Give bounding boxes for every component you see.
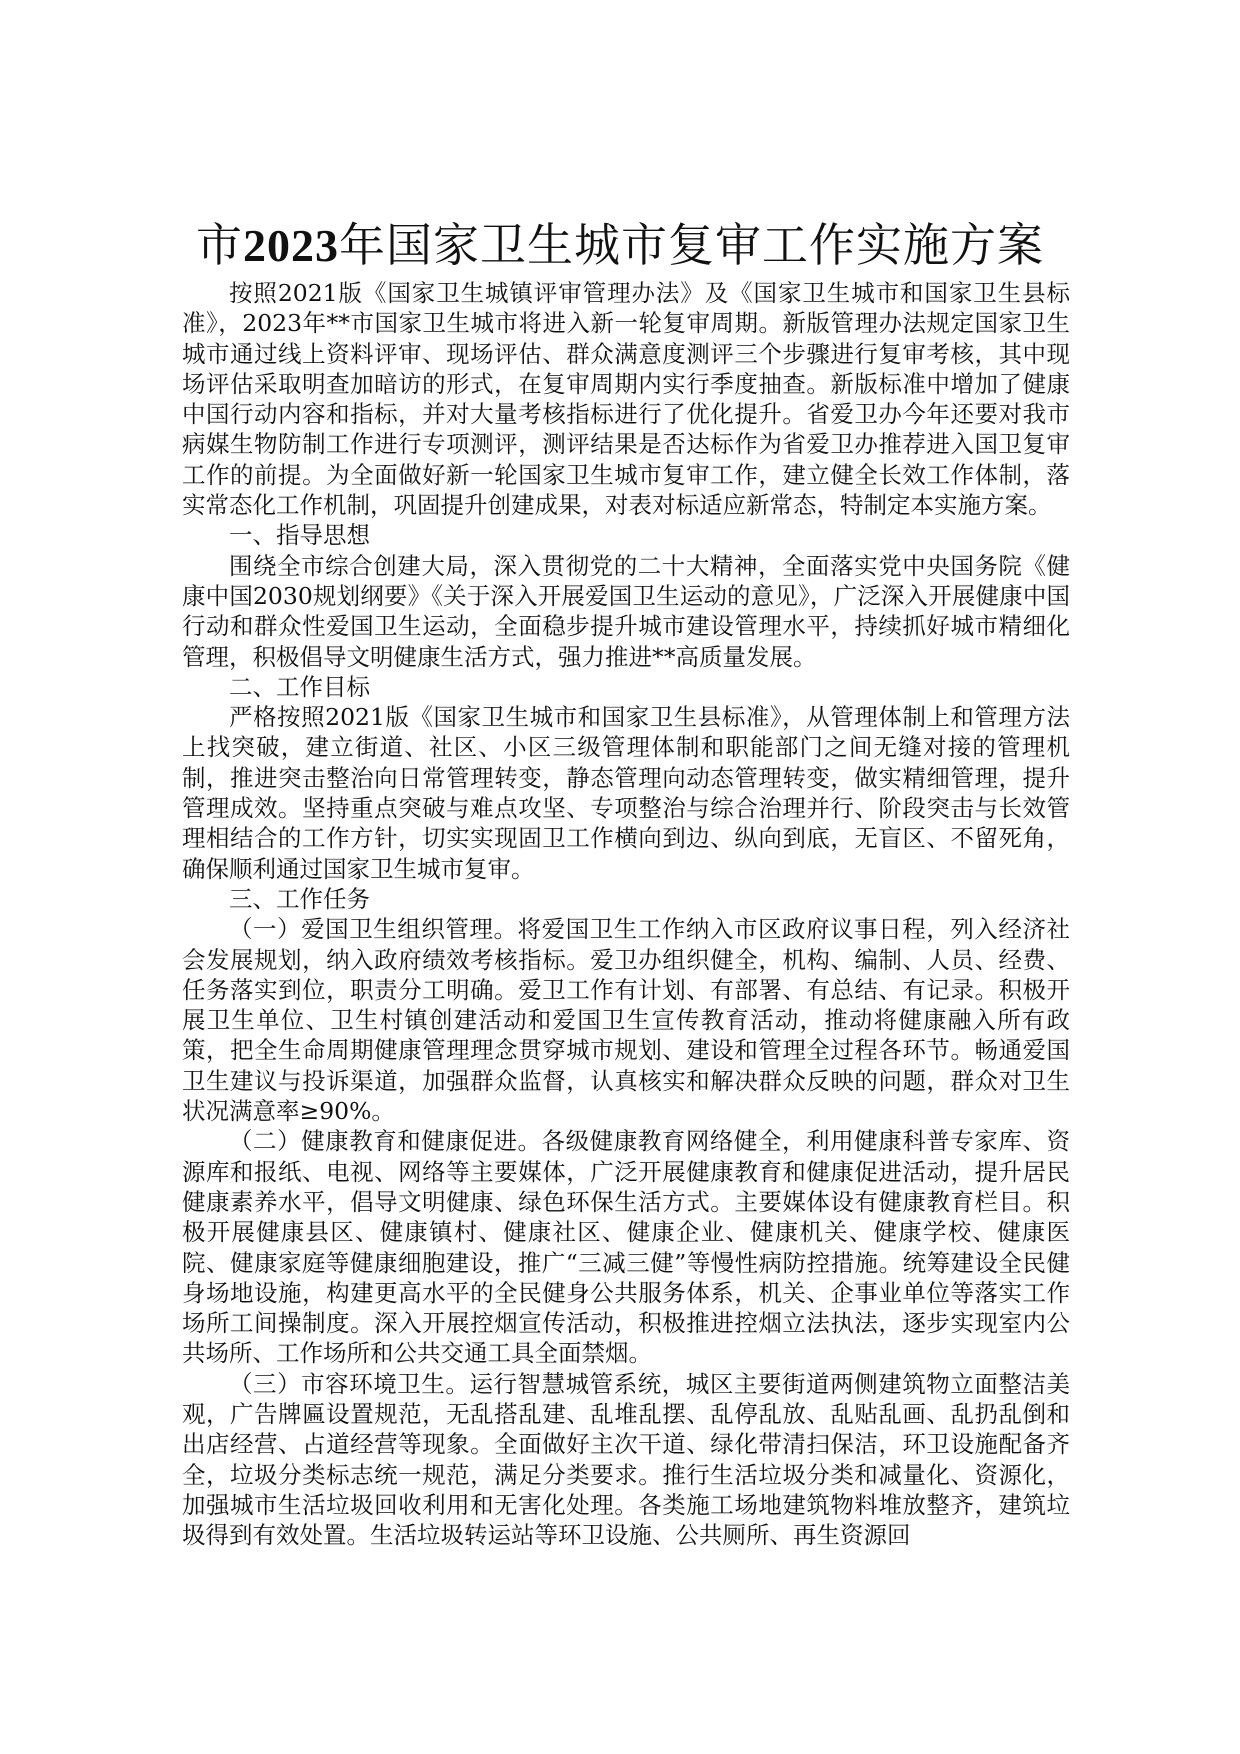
title-prefix: 市: [196, 218, 243, 272]
document-title: [150, 218, 1090, 273]
intro-paragraph: 按照2021版《国家卫生城镇评审管理办法》及《国家卫生城市和国家卫生县标准》，2023年**市国家卫生城市将进入新一轮复审周期。新版管理办法规定国家卫生城市通过线上资料评审、现场评估、群众满意度测评三个步骤进行复审考核，其中现场评估采取明查加暗访的形式，在复审周期内实行季度抽查。新版标准中增加了健康中国行动内容和指标，并对大量考核指标进行了优化提升。省爱卫办今年还要对我市病媒生物防制工作进行专项测评，测评结果是否达标作为省爱卫办推荐进入国卫复审工作的前提。为全面做好新一轮国家卫生城市复审工作，建立健全长效工作体制，落实常态化工作机制，巩固提升创建成果，对表对标适应新常态，特制定本实施方案。: [182, 279, 1070, 520]
section-heading-work-tasks: 三、工作任务: [229, 884, 370, 913]
section-heading-guiding-ideology: 一、指导思想: [229, 521, 370, 550]
section-paragraph-work-goals: 严格按照2021版《国家卫生城市和国家卫生县标准》，从管理体制上和管理方法上找突破，建立街道、社区、小区三级管理体制和职能部门之间无缝对接的管理机制，推进突击整治向日常管理转变，静态管理向动态管理转变，做实精细管理，提升管理成效。坚持重点突破与难点攻坚、专项整治与综合治理并行、阶段突击与长效管理相结合的工作方针，切实实现固卫工作横向到边、纵向到底，无盲区、不留死角，确保顺利通过国家卫生城市复审。: [182, 703, 1070, 883]
title-year: 2023: [243, 220, 339, 271]
task-paragraph-city-environment: （三）市容环境卫生。运行智慧城管系统，城区主要街道两侧建筑物立面整洁美观，广告牌匾设置规范，无乱搭乱建、乱堆乱摆、乱停乱放、乱贴乱画、乱扔乱倒和出店经营、占道经营等现象。全面做好主次干道、绿化带清扫保洁，环卫设施配备齐全，垃圾分类标志统一规范，满足分类要求。推行生活垃圾分类和减量化、资源化，加强城市生活垃圾回收利用和无害化处理。各类施工场地建筑物料堆放整齐，建筑垃圾得到有效处置。生活垃圾转运站等环卫设施、公共厕所、再生资源回: [182, 1369, 1070, 1550]
document-body: [182, 278, 1070, 1550]
task-paragraph-health-education: （二）健康教育和健康促进。各级健康教育网络健全，利用健康科普专家库、资源库和报纸、电视、网络等主要媒体，广泛开展健康教育和健康促进活动，提升居民健康素养水平，倡导文明健康、绿色环保生活方式。主要媒体设有健康教育栏目。积极开展健康县区、健康镇村、健康社区、健康企业、健康机关、健康学校、健康医院、健康家庭等健康细胞建设，推广“三减三健”等慢性病防控措施。统筹建设全民健身场地设施，构建更高水平的全民健身公共服务体系，机关、企事业单位等落实工作场所工间操制度。深入开展控烟宣传活动，积极推进控烟立法执法，逐步实现室内公共场所、工作场所和公共交通工具全面禁烟。: [182, 1127, 1070, 1368]
section-paragraph-guiding-ideology: 围绕全市综合创建大局，深入贯彻党的二十大精神，全面落实党中央国务院《健康中国2030规划纲要》《关于深入开展爱国卫生运动的意见》，广泛深入开展健康中国行动和群众性爱国卫生运动，全面稳步提升城市建设管理水平，持续抓好城市精细化管理，积极倡导文明健康生活方式，强力推进**高质量发展。: [182, 551, 1070, 671]
section-heading-work-goals: 二、工作目标: [229, 672, 370, 701]
task-paragraph-organization: （一）爱国卫生组织管理。将爱国卫生工作纳入市区政府议事日程，列入经济社会发展规划，纳入政府绩效考核指标。爱卫办组织健全，机构、编制、人员、经费、任务落实到位，职责分工明确。爱卫工作有计划、有部署、有总结、有记录。积极开展卫生单位、卫生村镇创建活动和爱国卫生宣传教育活动，推动将健康融入所有政策，把全生命周期健康管理理念贯穿城市规划、建设和管理全过程各环节。畅通爱国卫生建议与投诉渠道，加强群众监督，认真核实和解决群众反映的问题，群众对卫生状况满意率≥90%。: [182, 915, 1070, 1126]
title-suffix: 年国家卫生城市复审工作实施方案: [339, 218, 1044, 272]
